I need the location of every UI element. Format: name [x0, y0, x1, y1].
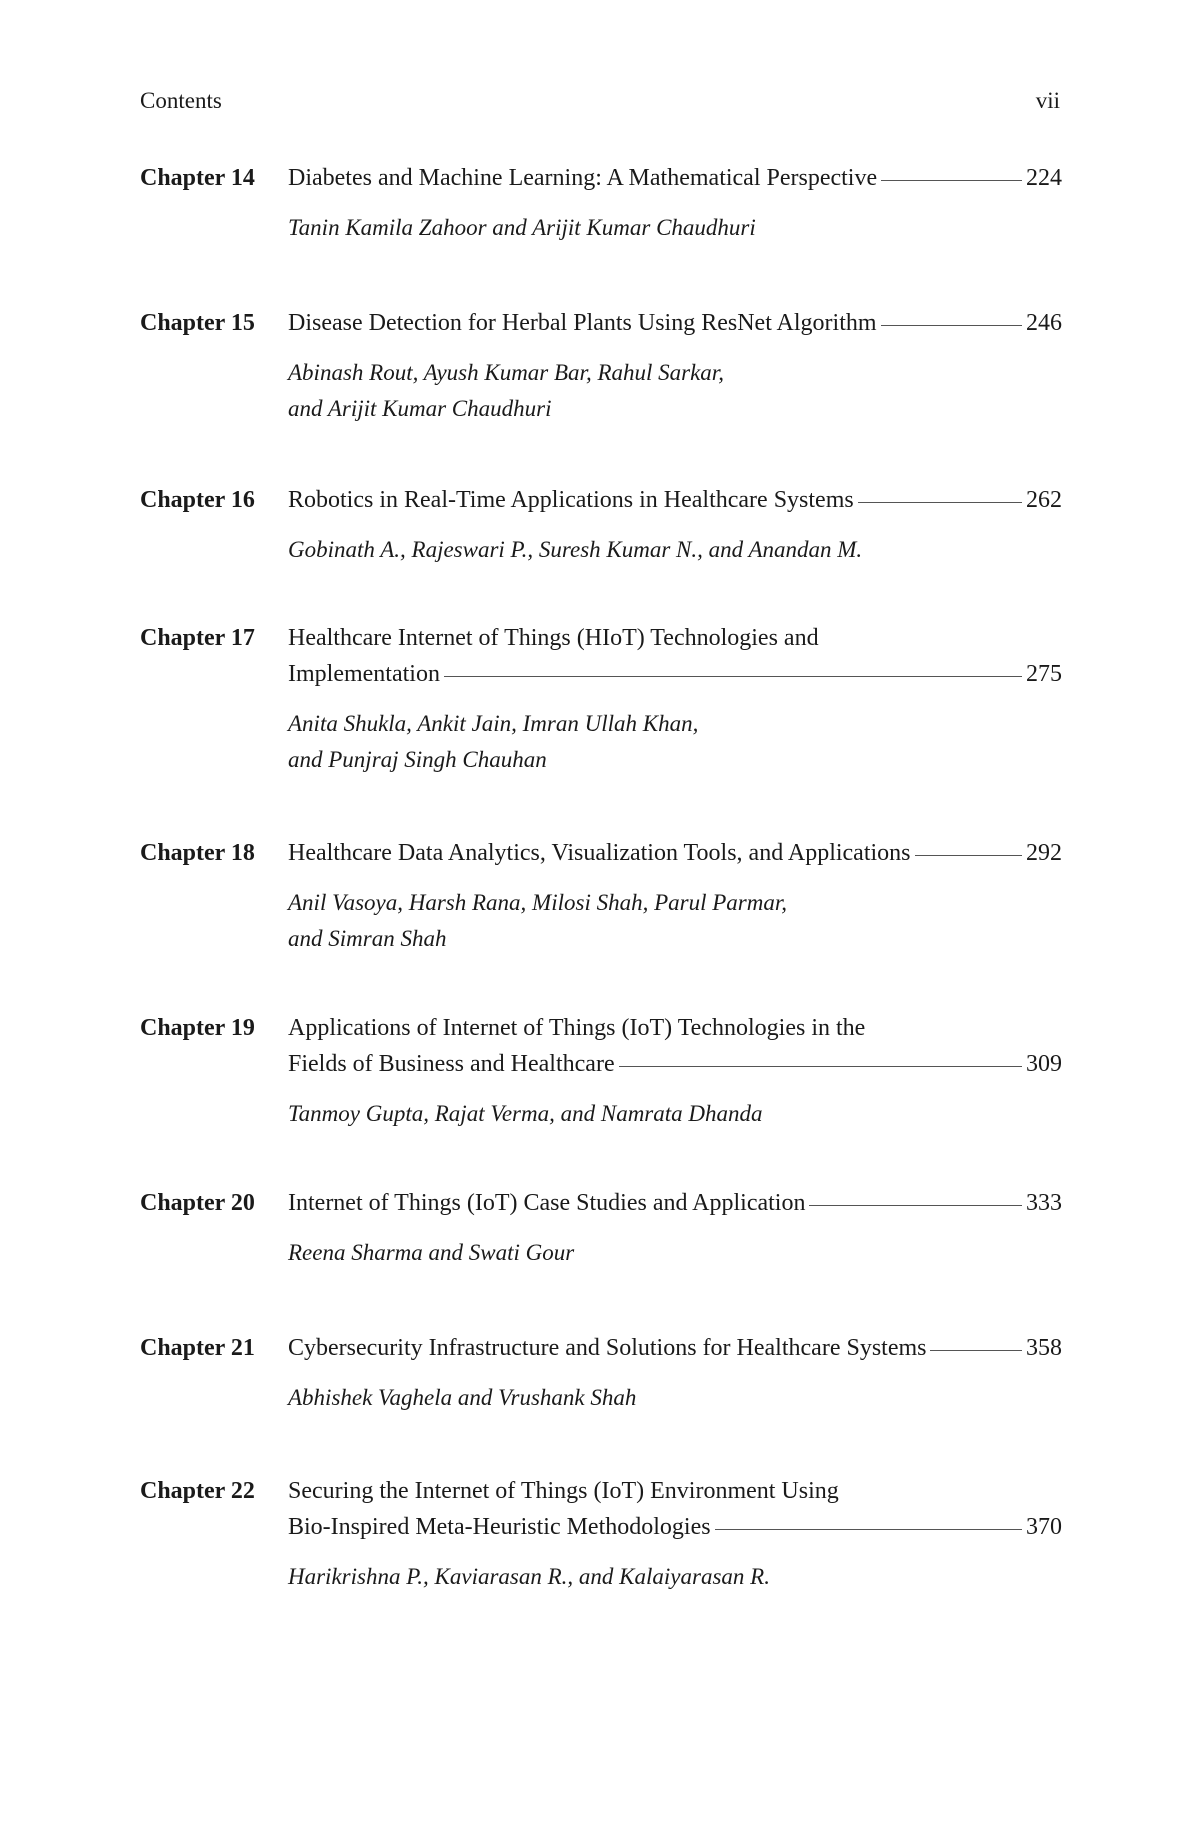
chapter-title[interactable]: Healthcare Data Analytics, Visualization Tools, and Applications: [288, 840, 911, 866]
author-line: Tanmoy Gupta, Rajat Verma, and Namrata Dhanda: [288, 1101, 763, 1126]
toc-entry[interactable]: [140, 482, 1062, 568]
author-line: Tanin Kamila Zahoor and Arijit Kumar Chaudhuri: [288, 215, 756, 240]
running-header-section: Contents: [140, 88, 222, 113]
chapter-label: Chapter 22: [140, 1478, 255, 1504]
chapter-title[interactable]: Cybersecurity Infrastructure and Solutions for Healthcare Systems: [288, 1335, 927, 1361]
author-line: Abinash Rout, Ayush Kumar Bar, Rahul Sarkar,: [288, 360, 724, 385]
chapter-authors: [288, 885, 1062, 957]
chapter-title[interactable]: Fields of Business and Healthcare: [288, 1051, 615, 1077]
chapter-authors: [288, 1096, 1062, 1132]
page-number[interactable]: 275: [1026, 661, 1062, 687]
page-number[interactable]: 370: [1026, 1514, 1062, 1540]
chapter-authors: [288, 532, 1062, 568]
toc-entry[interactable]: [140, 1473, 1062, 1595]
chapter-title[interactable]: Internet of Things (IoT) Case Studies and Application: [288, 1190, 806, 1216]
author-line: Abhishek Vaghela and Vrushank Shah: [288, 1385, 637, 1410]
dot-leader: [930, 1350, 1022, 1351]
chapter-title[interactable]: Implementation: [288, 661, 440, 687]
page-number[interactable]: 309: [1026, 1051, 1062, 1077]
chapter-label: Chapter 16: [140, 487, 255, 513]
chapter-title[interactable]: Healthcare Internet of Things (HIoT) Technologies and: [288, 625, 819, 651]
toc-entry[interactable]: [140, 620, 1062, 778]
chapter-authors: [288, 1380, 1062, 1416]
chapter-label: Chapter 18: [140, 840, 255, 866]
page-number[interactable]: 333: [1026, 1190, 1062, 1216]
page-number[interactable]: 292: [1026, 840, 1062, 866]
dot-leader: [619, 1066, 1022, 1067]
author-line: Anil Vasoya, Harsh Rana, Milosi Shah, Parul Parmar,: [288, 890, 787, 915]
dot-leader: [809, 1205, 1022, 1206]
chapter-label: Chapter 21: [140, 1335, 255, 1361]
chapter-label: Chapter 20: [140, 1190, 255, 1216]
page-number[interactable]: 224: [1026, 165, 1062, 191]
dot-leader: [915, 855, 1022, 856]
chapter-title[interactable]: Applications of Internet of Things (IoT) Technologies in the: [288, 1015, 866, 1041]
author-line: and Arijit Kumar Chaudhuri: [288, 396, 552, 421]
toc-entry[interactable]: [140, 1330, 1062, 1416]
chapter-authors: [288, 1559, 1062, 1595]
chapter-authors: [288, 706, 1062, 778]
chapter-authors: [288, 355, 1062, 427]
dot-leader: [881, 180, 1022, 181]
toc-entry[interactable]: [140, 835, 1062, 957]
page-number[interactable]: 262: [1026, 487, 1062, 513]
dot-leader: [444, 676, 1022, 677]
chapter-title[interactable]: Bio-Inspired Meta-Heuristic Methodologies: [288, 1514, 711, 1540]
toc-entry[interactable]: [140, 160, 1062, 246]
author-line: and Punjraj Singh Chauhan: [288, 747, 547, 772]
toc-entry[interactable]: [140, 1010, 1062, 1132]
chapter-authors: [288, 210, 1062, 246]
chapter-title[interactable]: Robotics in Real-Time Applications in Healthcare Systems: [288, 487, 854, 513]
chapter-authors: [288, 1235, 1062, 1271]
running-header-page-number: vii: [1035, 88, 1060, 113]
chapter-title[interactable]: Securing the Internet of Things (IoT) Environment Using: [288, 1478, 839, 1504]
toc-entry[interactable]: [140, 305, 1062, 427]
chapter-label: Chapter 17: [140, 625, 255, 651]
chapter-label: Chapter 15: [140, 310, 255, 336]
chapter-label: Chapter 19: [140, 1015, 255, 1041]
dot-leader: [858, 502, 1022, 503]
author-line: and Simran Shah: [288, 926, 447, 951]
author-line: Gobinath A., Rajeswari P., Suresh Kumar N., and Anandan M.: [288, 537, 863, 562]
chapter-label: Chapter 14: [140, 165, 255, 191]
author-line: Anita Shukla, Ankit Jain, Imran Ullah Khan,: [288, 711, 699, 736]
page-number[interactable]: 358: [1026, 1335, 1062, 1361]
author-line: Reena Sharma and Swati Gour: [288, 1240, 575, 1265]
chapter-title[interactable]: Disease Detection for Herbal Plants Using ResNet Algorithm: [288, 310, 877, 336]
author-line: Harikrishna P., Kaviarasan R., and Kalaiyarasan R.: [288, 1564, 770, 1589]
chapter-title[interactable]: Diabetes and Machine Learning: A Mathematical Perspective: [288, 165, 878, 191]
toc-entry[interactable]: [140, 1185, 1062, 1271]
dot-leader: [881, 325, 1022, 326]
page-number[interactable]: 246: [1026, 310, 1062, 336]
dot-leader: [715, 1529, 1022, 1530]
